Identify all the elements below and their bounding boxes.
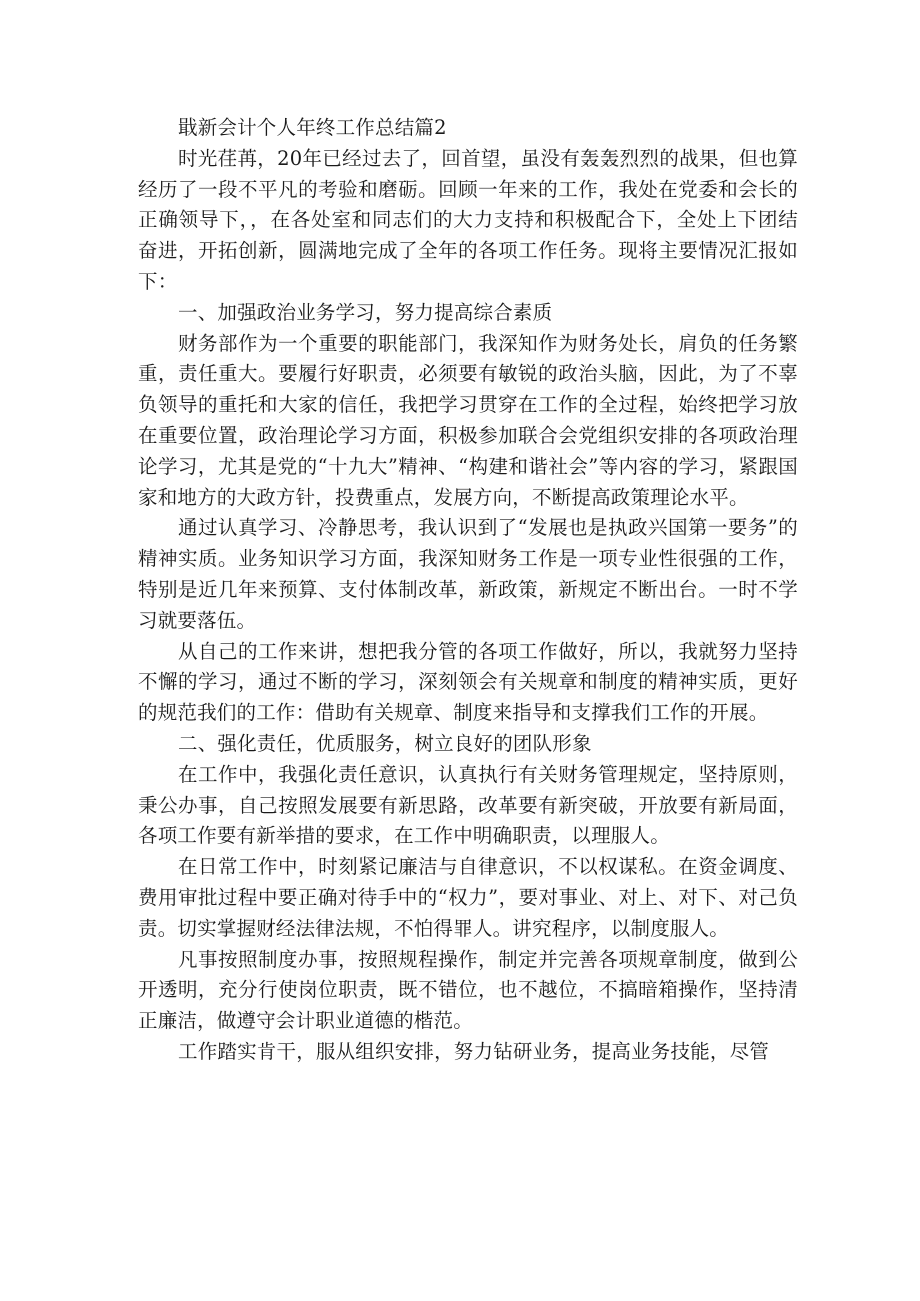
paragraph-rules: 凡事按照制度办事，按照规程操作，制定并完善各项规章制度，做到公开透明，充分行使岗位职责，既不错位，也不越位，不搞暗箱操作，坚持清正廉洁，做遵守会计职业道德的楷范。 (138, 947, 798, 1033)
paragraph-reflection: 通过认真学习、冷静思考，我认识到了“发展也是执政兴国第一要务”的精神实质。业务知识学习方面，我深知财务工作是一项专业性很强的工作，特别是近几年来预算、支付体制改革，新政策，新规定不断出台。一时不学习就要落伍。 (138, 516, 798, 632)
section-heading-1: 一、加强政治业务学习，努力提高综合素质 (178, 300, 553, 324)
document-body (138, 113, 798, 1068)
paragraph-intro: 时光荏苒，20年已经过去了，回首望，虽没有轰轰烈烈的战果，但也算经历了一段不平凡的考验和磨砺。回顾一年来的工作，我处在党委和会长的正确领导下，，在各处室和同志们的大力支持和积极配合下，全处上下团结奋进，开拓创新，圆满地完成了全年的各项工作任务。现将主要情况汇报如下： (138, 146, 798, 293)
paragraph-diligence: 工作踏实肯干，服从组织安排，努力钻研业务，提高业务技能，尽管 (178, 1039, 770, 1063)
document-title: 戢新会计个人年终工作总结篇2 (178, 116, 447, 139)
section-heading-2: 二、强化责任，优质服务，树立良好的团队形象 (178, 731, 592, 755)
paragraph-study: 财务部作为一个重要的职能部门，我深知作为财务处长，肩负的任务繁重，责任重大。要履行好职责，必须要有敏锐的政治头脑，因此，为了不辜负领导的重托和大家的信任，我把学习贯穿在工作的全过程，始终把学习放在重要位置，政治理论学习方面，积极参加联合会党组织安排的各项政治理论学习，尤其是党的“十九大”精神、“构建和谐社会”等内容的学习，紧跟国家和地方的大政方针，投费重点，发展方向，不断提高政策理论水平。 (138, 331, 798, 509)
paragraph-self-work: 从自己的工作来讲，想把我分管的各项工作做好，所以，我就努力坚持不懈的学习，通过不断的学习，深刻领会有关规章和制度的精神实质，更好的规范我们的工作：借助有关规章、制度来指导和支撑我们工作的开展。 (138, 639, 798, 725)
paragraph-responsibility: 在工作中，我强化责任意识，认真执行有关财务管理规定，坚持原则，秉公办事，自己按照发展要有新思路，改革要有新突破，开放要有新局面，各项工作要有新举措的要求，在工作中明确职责，以理服人。 (138, 762, 798, 848)
paragraph-integrity: 在日常工作中，时刻紧记廉洁与自律意识，不以权谋私。在资金调度、费用审批过程中要正确对待手中的“权力”，要对事业、对上、对下、对己负责。切实掌握财经法律法规，不怕得罪人。讲究程序，以制度服人。 (138, 855, 798, 940)
